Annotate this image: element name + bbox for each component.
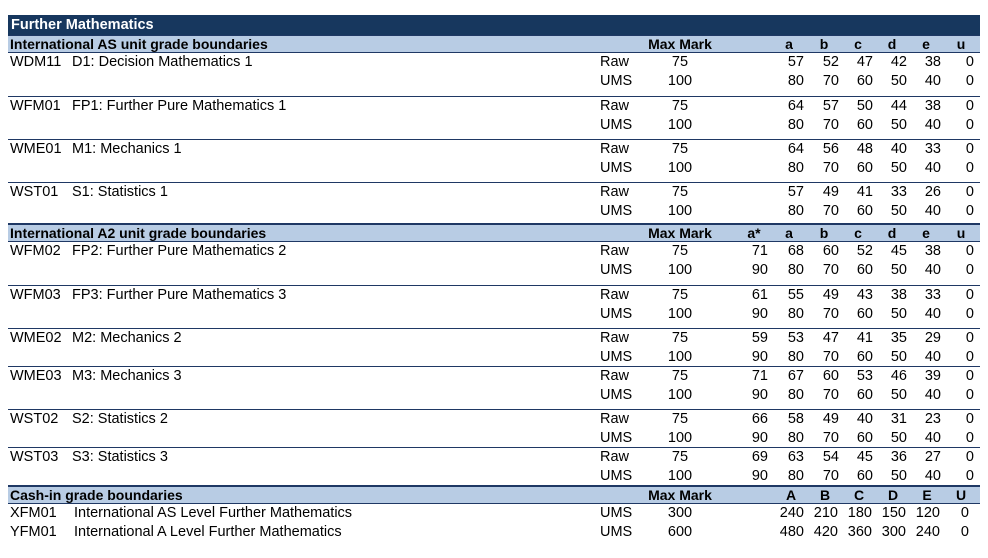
grade-value: 47 — [822, 330, 839, 346]
grade-header: u — [956, 36, 966, 52]
table-row — [8, 140, 980, 159]
grade-value: 60 — [856, 430, 873, 446]
grade-value: 41 — [856, 330, 873, 346]
grade-header: b — [819, 225, 829, 241]
mark-type: UMS — [600, 306, 633, 322]
grade-value: 57 — [787, 54, 804, 70]
max-mark: 300 — [667, 505, 693, 521]
grade-header: u — [956, 225, 966, 241]
grade-value: 59 — [751, 330, 768, 346]
grade-value: 33 — [890, 184, 907, 200]
unit-code: WST02 — [10, 411, 59, 427]
grade-value: 80 — [787, 262, 804, 278]
unit-code: WFM01 — [10, 98, 61, 114]
grade-value: 23 — [924, 411, 941, 427]
grade-value: 80 — [787, 349, 804, 365]
grade-header: c — [854, 36, 862, 52]
table-row — [8, 305, 980, 324]
grade-value: 40 — [924, 73, 941, 89]
table-row — [8, 183, 980, 202]
grade-value: 0 — [965, 262, 974, 278]
grade-header: d — [887, 225, 897, 241]
unit-code: WFM02 — [10, 243, 61, 259]
grade-value: 120 — [915, 505, 940, 521]
table-row — [8, 429, 980, 448]
mark-type: Raw — [600, 141, 630, 157]
table-row — [8, 97, 980, 116]
grade-value: 60 — [856, 468, 873, 484]
unit-block — [8, 448, 980, 486]
a2-section-title: International A2 unit grade boundaries — [10, 225, 267, 241]
grade-header: U — [955, 487, 967, 503]
a2-section-header — [8, 224, 980, 242]
max-mark: 100 — [667, 160, 693, 176]
grade-header: B — [819, 487, 831, 503]
grade-value: 33 — [924, 287, 941, 303]
max-mark: 75 — [671, 98, 689, 114]
grade-value: 240 — [779, 505, 804, 521]
grade-value: 210 — [813, 505, 838, 521]
grade-value: 300 — [881, 524, 906, 540]
grade-value: 60 — [822, 243, 839, 259]
grade-value: 0 — [965, 387, 974, 403]
max-mark: 100 — [667, 73, 693, 89]
grade-value: 40 — [924, 262, 941, 278]
grade-value: 50 — [890, 387, 907, 403]
unit-block — [8, 97, 980, 140]
mark-type: UMS — [600, 349, 633, 365]
grade-value: 71 — [751, 243, 768, 259]
grade-value: 41 — [856, 184, 873, 200]
grade-header: E — [922, 487, 932, 503]
max-mark: 75 — [671, 287, 689, 303]
grade-boundaries-table — [8, 15, 980, 542]
table-row — [8, 53, 980, 72]
grade-value: 70 — [822, 203, 839, 219]
as-units — [8, 53, 980, 224]
max-mark: 75 — [671, 184, 689, 200]
grade-value: 50 — [890, 262, 907, 278]
table-row — [8, 202, 980, 221]
unit-block — [8, 329, 980, 367]
max-mark: 600 — [667, 524, 693, 540]
grade-header: d — [887, 36, 897, 52]
table-row — [8, 261, 980, 280]
unit-name: FP1: Further Pure Mathematics 1 — [72, 98, 287, 114]
unit-name: D1: Decision Mathematics 1 — [72, 54, 253, 70]
grade-value: 0 — [965, 98, 974, 114]
grade-value: 60 — [856, 203, 873, 219]
max-mark: 100 — [667, 262, 693, 278]
max-mark: 100 — [667, 117, 693, 133]
unit-block — [8, 242, 980, 286]
grade-value: 50 — [890, 306, 907, 322]
grade-value: 70 — [822, 262, 839, 278]
grade-value: 60 — [822, 368, 839, 384]
mark-type: UMS — [600, 468, 633, 484]
grade-value: 40 — [856, 411, 873, 427]
max-mark: 75 — [671, 141, 689, 157]
grade-value: 0 — [965, 368, 974, 384]
grade-value: 38 — [924, 243, 941, 259]
grade-value: 60 — [856, 262, 873, 278]
unit-name: S2: Statistics 2 — [72, 411, 168, 427]
qualification-name: International A Level Further Mathematics — [74, 524, 342, 540]
mark-type: Raw — [600, 98, 630, 114]
grade-value: 57 — [787, 184, 804, 200]
table-row — [8, 286, 980, 305]
table-row — [8, 386, 980, 405]
grade-value: 40 — [924, 203, 941, 219]
unit-block — [8, 183, 980, 224]
grade-header: C — [853, 487, 865, 503]
grade-value: 0 — [965, 117, 974, 133]
unit-name: M2: Mechanics 2 — [72, 330, 182, 346]
grade-value: 40 — [924, 468, 941, 484]
grade-value: 50 — [890, 160, 907, 176]
unit-name: S1: Statistics 1 — [72, 184, 168, 200]
unit-code: WME02 — [10, 330, 62, 346]
grade-value: 58 — [787, 411, 804, 427]
grade-value: 70 — [822, 160, 839, 176]
grade-value: 90 — [751, 387, 768, 403]
grade-value: 60 — [856, 306, 873, 322]
grade-value: 0 — [965, 184, 974, 200]
grade-value: 40 — [924, 387, 941, 403]
mark-type: UMS — [600, 73, 633, 89]
grade-value: 80 — [787, 117, 804, 133]
mark-type: UMS — [600, 262, 633, 278]
cash-section-header — [8, 486, 980, 504]
grade-header: a — [785, 36, 793, 52]
grade-value: 80 — [787, 160, 804, 176]
mark-type: Raw — [600, 368, 630, 384]
max-mark-header: Max Mark — [648, 487, 712, 503]
grade-value: 60 — [856, 73, 873, 89]
grade-value: 60 — [856, 349, 873, 365]
grade-value: 0 — [965, 449, 974, 465]
grade-value: 0 — [965, 468, 974, 484]
grade-header: b — [819, 36, 829, 52]
table-row — [8, 72, 980, 91]
grade-value: 44 — [890, 98, 907, 114]
max-mark: 75 — [671, 411, 689, 427]
mark-type: UMS — [600, 203, 633, 219]
grade-value: 50 — [890, 468, 907, 484]
grade-value: 49 — [822, 184, 839, 200]
table-row — [8, 467, 980, 486]
grade-value: 33 — [924, 141, 941, 157]
grade-value: 90 — [751, 349, 768, 365]
grade-value: 90 — [751, 468, 768, 484]
max-mark-header: Max Mark — [648, 36, 712, 52]
grade-value: 53 — [787, 330, 804, 346]
grade-value: 64 — [787, 141, 804, 157]
grade-value: 70 — [822, 73, 839, 89]
cash-section-title: Cash-in grade boundaries — [10, 487, 183, 503]
grade-value: 26 — [924, 184, 941, 200]
grade-value: 40 — [924, 349, 941, 365]
grade-value: 60 — [856, 117, 873, 133]
grade-value: 150 — [881, 505, 906, 521]
grade-value: 54 — [822, 449, 839, 465]
grade-value: 57 — [822, 98, 839, 114]
mark-type: Raw — [600, 411, 630, 427]
grade-value: 48 — [856, 141, 873, 157]
grade-value: 29 — [924, 330, 941, 346]
grade-value: 42 — [890, 54, 907, 70]
mark-type: UMS — [600, 430, 633, 446]
mark-type: UMS — [600, 160, 633, 176]
grade-value: 0 — [965, 203, 974, 219]
unit-block — [8, 53, 980, 97]
grade-value: 70 — [822, 117, 839, 133]
unit-code: WST01 — [10, 184, 59, 200]
grade-value: 46 — [890, 368, 907, 384]
unit-code: WME01 — [10, 141, 62, 157]
grade-value: 480 — [779, 524, 804, 540]
grade-value: 50 — [890, 117, 907, 133]
mark-type: Raw — [600, 330, 630, 346]
table-row — [8, 523, 980, 542]
mark-type: Raw — [600, 243, 630, 259]
grade-value: 80 — [787, 387, 804, 403]
grade-value: 40 — [924, 306, 941, 322]
unit-code: WME03 — [10, 368, 62, 384]
grade-header: D — [887, 487, 899, 503]
grade-value: 70 — [822, 387, 839, 403]
table-row — [8, 116, 980, 135]
table-row — [8, 348, 980, 367]
grade-value: 80 — [787, 468, 804, 484]
grade-header: A — [785, 487, 797, 503]
grade-value: 0 — [965, 243, 974, 259]
grade-value: 80 — [787, 306, 804, 322]
max-mark-header: Max Mark — [648, 225, 712, 241]
grade-value: 40 — [924, 117, 941, 133]
grade-value: 0 — [965, 306, 974, 322]
grade-value: 0 — [965, 411, 974, 427]
grade-value: 40 — [924, 160, 941, 176]
grade-header: c — [854, 225, 862, 241]
grade-value: 0 — [965, 430, 974, 446]
mark-type: Raw — [600, 184, 630, 200]
max-mark: 100 — [667, 203, 693, 219]
grade-value: 47 — [856, 54, 873, 70]
unit-code: WDM11 — [10, 54, 62, 70]
table-row — [8, 159, 980, 178]
max-mark: 75 — [671, 449, 689, 465]
grade-value: 64 — [787, 98, 804, 114]
grade-value: 63 — [787, 449, 804, 465]
mark-type: Raw — [600, 287, 630, 303]
grade-value: 0 — [965, 349, 974, 365]
unit-name: FP3: Further Pure Mathematics 3 — [72, 287, 287, 303]
grade-value: 38 — [924, 54, 941, 70]
grade-value: 80 — [787, 73, 804, 89]
table-row — [8, 410, 980, 429]
max-mark: 75 — [671, 330, 689, 346]
unit-code: WFM03 — [10, 287, 61, 303]
grade-value: 38 — [924, 98, 941, 114]
unit-name: FP2: Further Pure Mathematics 2 — [72, 243, 287, 259]
grade-value: 45 — [890, 243, 907, 259]
mark-type: UMS — [600, 524, 633, 540]
grade-value: 60 — [856, 160, 873, 176]
grade-value: 39 — [924, 368, 941, 384]
grade-value: 0 — [965, 160, 974, 176]
max-mark: 100 — [667, 387, 693, 403]
mark-type: UMS — [600, 387, 633, 403]
grade-value: 71 — [751, 368, 768, 384]
grade-value: 80 — [787, 203, 804, 219]
grade-value: 180 — [847, 505, 872, 521]
max-mark: 75 — [671, 243, 689, 259]
grade-value: 66 — [751, 411, 768, 427]
grade-value: 60 — [856, 387, 873, 403]
grade-value: 49 — [822, 287, 839, 303]
grade-value: 52 — [856, 243, 873, 259]
table-row — [8, 242, 980, 261]
grade-value: 50 — [890, 349, 907, 365]
a2-units — [8, 242, 980, 486]
grade-header: e — [922, 36, 930, 52]
grade-value: 56 — [822, 141, 839, 157]
table-row — [8, 367, 980, 386]
max-mark: 100 — [667, 430, 693, 446]
qualification-name: International AS Level Further Mathematics — [74, 505, 353, 521]
grade-value: 68 — [787, 243, 804, 259]
grade-value: 49 — [822, 411, 839, 427]
table-row — [8, 448, 980, 467]
grade-header: a* — [747, 225, 761, 241]
max-mark: 75 — [671, 368, 689, 384]
unit-block — [8, 140, 980, 183]
grade-value: 0 — [965, 73, 974, 89]
grade-value: 61 — [751, 287, 768, 303]
grade-value: 360 — [847, 524, 872, 540]
grade-value: 52 — [822, 54, 839, 70]
grade-value: 50 — [890, 430, 907, 446]
grade-value: 0 — [960, 524, 969, 540]
grade-value: 40 — [890, 141, 907, 157]
grade-value: 50 — [856, 98, 873, 114]
mark-type: UMS — [600, 117, 633, 133]
grade-value: 0 — [960, 505, 969, 521]
unit-block — [8, 286, 980, 329]
qualification-code: YFM01 — [10, 524, 57, 540]
grade-value: 0 — [965, 54, 974, 70]
grade-value: 90 — [751, 306, 768, 322]
grade-value: 69 — [751, 449, 768, 465]
grade-value: 70 — [822, 349, 839, 365]
max-mark: 100 — [667, 306, 693, 322]
max-mark: 100 — [667, 468, 693, 484]
grade-value: 70 — [822, 468, 839, 484]
grade-value: 31 — [890, 411, 907, 427]
table-row — [8, 504, 980, 523]
grade-value: 38 — [890, 287, 907, 303]
grade-value: 0 — [965, 141, 974, 157]
grade-value: 40 — [924, 430, 941, 446]
grade-value: 70 — [822, 306, 839, 322]
grade-value: 0 — [965, 330, 974, 346]
grade-value: 67 — [787, 368, 804, 384]
unit-code: WST03 — [10, 449, 59, 465]
grade-header: a — [785, 225, 793, 241]
grade-value: 45 — [856, 449, 873, 465]
grade-value: 36 — [890, 449, 907, 465]
unit-name: S3: Statistics 3 — [72, 449, 168, 465]
as-section-header — [8, 35, 980, 53]
grade-value: 43 — [856, 287, 873, 303]
grade-value: 90 — [751, 262, 768, 278]
grade-value: 70 — [822, 430, 839, 446]
grade-value: 27 — [924, 449, 941, 465]
grade-value: 50 — [890, 73, 907, 89]
subject-title: Further Mathematics — [8, 15, 980, 35]
grade-value: 420 — [813, 524, 838, 540]
unit-block — [8, 410, 980, 448]
max-mark: 100 — [667, 349, 693, 365]
grade-value: 90 — [751, 430, 768, 446]
mark-type: Raw — [600, 449, 630, 465]
grade-value: 80 — [787, 430, 804, 446]
grade-value: 50 — [890, 203, 907, 219]
max-mark: 75 — [671, 54, 689, 70]
qualification-code: XFM01 — [10, 505, 57, 521]
unit-name: M1: Mechanics 1 — [72, 141, 182, 157]
as-section-title: International AS unit grade boundaries — [10, 36, 268, 52]
unit-name: M3: Mechanics 3 — [72, 368, 182, 384]
grade-value: 240 — [915, 524, 940, 540]
grade-value: 0 — [965, 287, 974, 303]
grade-value: 35 — [890, 330, 907, 346]
grade-header: e — [922, 225, 930, 241]
grade-value: 53 — [856, 368, 873, 384]
unit-block — [8, 367, 980, 410]
table-row — [8, 329, 980, 348]
grade-value: 55 — [787, 287, 804, 303]
cash-rows — [8, 504, 980, 542]
mark-type: UMS — [600, 505, 633, 521]
mark-type: Raw — [600, 54, 630, 70]
